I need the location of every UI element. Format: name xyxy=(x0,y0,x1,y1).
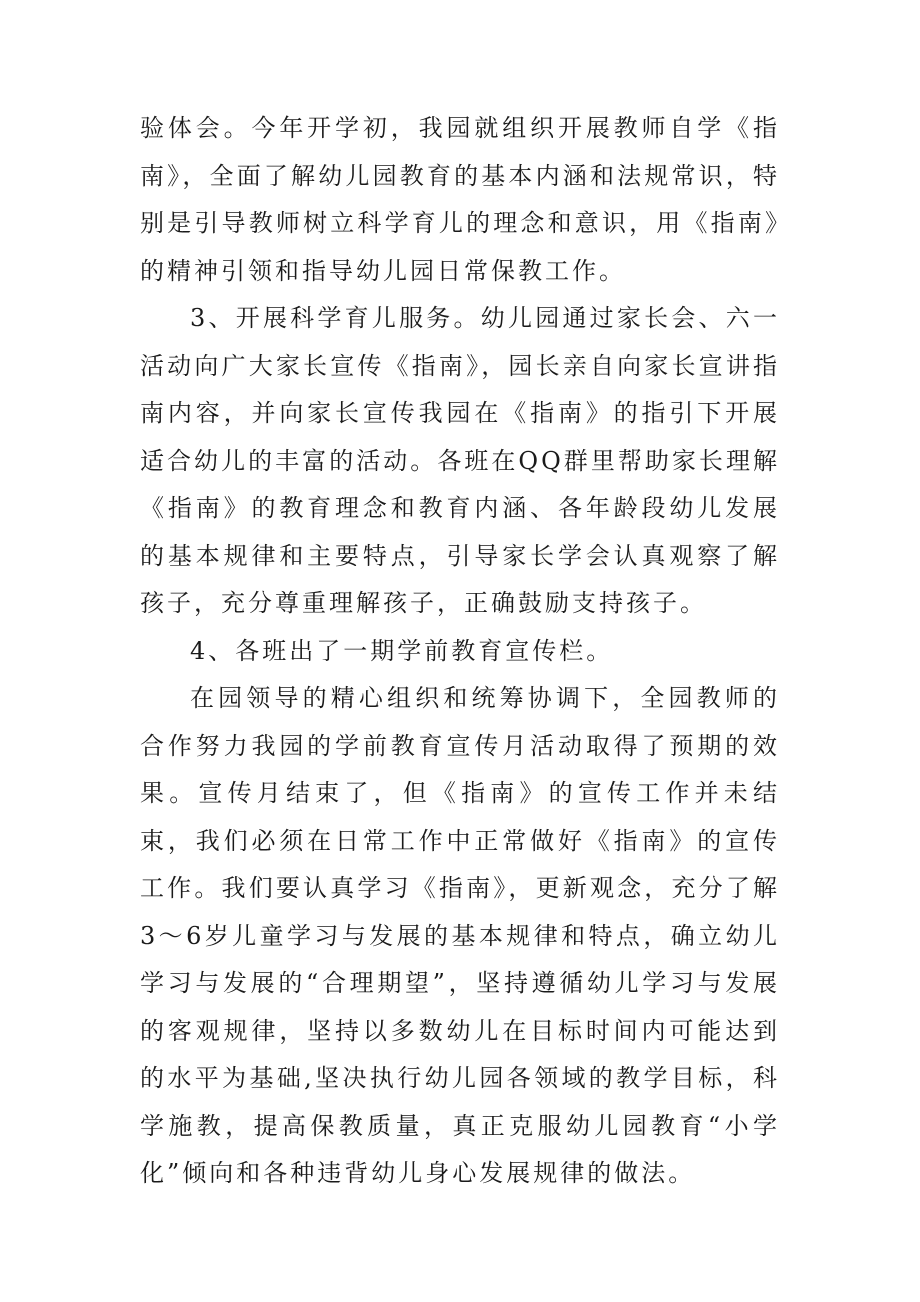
paragraph-conclusion: 在园领导的精心组织和统筹协调下，全园教师的合作努力我园的学前教育宣传月活动取得了预期的效果。宣传月结束了，但《指南》的宣传工作并未结束，我们必须在日常工作中正常做好《指南》的宣传工作。我们要认真学习《指南》，更新观念，充分了解3～6岁儿童学习与发展的基本规律和特点，确立幼儿学习与发展的“合理期望”，坚持遵循幼儿学习与发展的客观规律，坚持以多数幼儿在目标时间内可能达到的水平为基础,坚决执行幼儿园各领域的教学目标，科学施教，提高保教质量，真正克服幼儿园教育“小学化”倾向和各种违背幼儿身心发展规律的做法。 xyxy=(140,684,780,1187)
paragraph-item-3: 3、开展科学育儿服务。幼儿园通过家长会、六一活动向广大家长宣传《指南》，园长亲自向家长宣讲指南内容，并向家长宣传我园在《指南》的指引下开展适合幼儿的丰富的活动。各班在QQ群里帮助家长理解《指南》的教育理念和教育内涵、各年龄段幼儿发展的基本规律和主要特点，引导家长学会认真观察了解孩子，充分尊重理解孩子，正确鼓励支持孩子。 xyxy=(140,304,780,617)
document-body xyxy=(140,105,780,1198)
paragraph-item-4: 4、各班出了一期学前教育宣传栏。 xyxy=(190,636,614,665)
paragraph-continuation: 验体会。今年开学初，我园就组织开展教师自学《指南》，全面了解幼儿园教育的基本内涵和法规常识，特别是引导教师树立科学育儿的理念和意识，用《指南》的精神引领和指导幼儿园日常保教工作。 xyxy=(140,114,780,285)
